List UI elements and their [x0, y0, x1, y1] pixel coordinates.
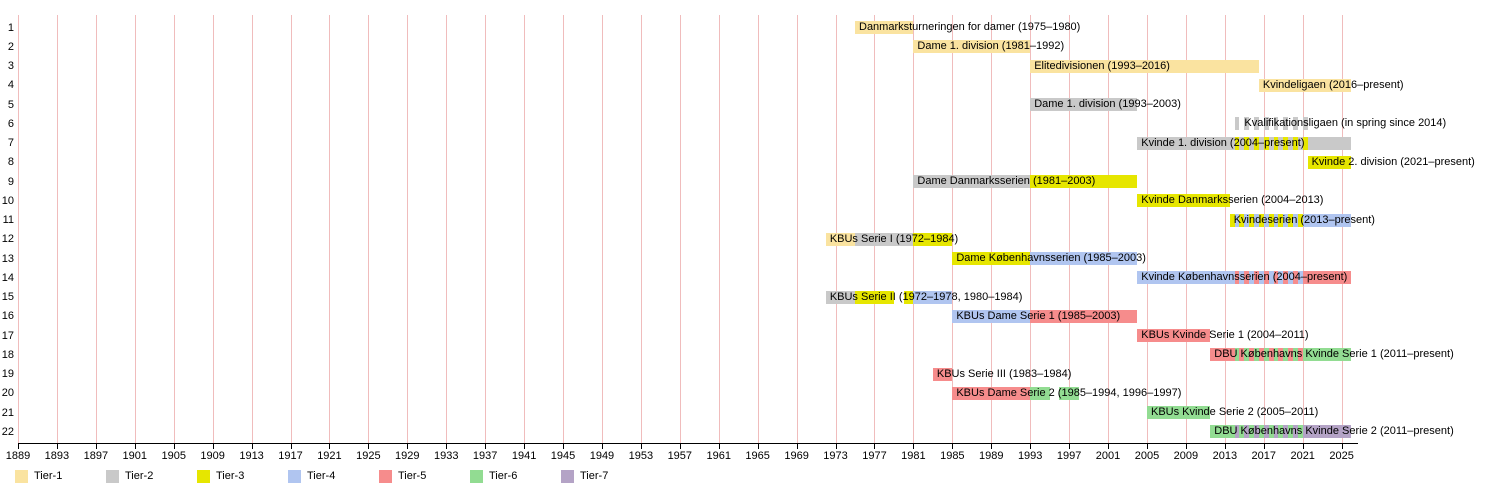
year-gridline: [1225, 15, 1226, 443]
x-axis-tick-label: 1893: [44, 450, 70, 462]
year-gridline: [485, 15, 486, 443]
timeline-bar-label: KBUs Dame Serie 2 (1985–1994, 1996–1997): [956, 386, 1182, 399]
timeline-bar-label: Elitedivisionen (1993–2016): [1034, 59, 1170, 72]
x-axis-tick-label: 1965: [745, 450, 770, 462]
timeline-bar-label: Kvinde Københavnsserien (2004–present): [1141, 271, 1348, 284]
x-axis-tick: [291, 443, 292, 449]
x-axis-tick-label: 1981: [901, 450, 926, 462]
legend-item: [197, 470, 277, 483]
legend-label: Tier-4: [307, 470, 336, 482]
legend-label: Tier-6: [489, 470, 518, 482]
year-gridline: [407, 15, 408, 443]
legend-item: [106, 470, 186, 483]
x-axis-tick-label: 1989: [979, 450, 1004, 462]
x-axis-tick-label: 1997: [1056, 450, 1082, 462]
x-axis-tick-label: 1973: [823, 450, 848, 462]
row-number: 20: [1, 387, 14, 400]
legend-swatch-tier1: [15, 470, 28, 483]
legend-label: Tier-3: [216, 470, 245, 482]
row-number: 19: [1, 368, 14, 380]
row-number: 11: [2, 214, 14, 226]
year-gridline: [602, 15, 603, 443]
year-gridline: [1186, 15, 1187, 443]
row-number: 12: [1, 233, 14, 246]
row-number: 13: [1, 252, 14, 265]
timeline-bar-label: KBUs Serie III (1983–1984): [936, 367, 1072, 380]
spring-season-segment: [1235, 117, 1240, 130]
timeline-bar-label: DBU Københavns Kvinde Serie 1 (2011–present): [1214, 348, 1454, 361]
year-gridline: [57, 15, 58, 443]
year-gridline: [797, 15, 798, 443]
row-number: 15: [1, 291, 14, 303]
year-gridline: [291, 15, 292, 443]
x-axis-tick-label: 2001: [1095, 450, 1121, 462]
row-number: 16: [1, 310, 14, 323]
x-axis-line: [18, 443, 1358, 444]
x-axis-tick: [563, 443, 564, 449]
x-axis-tick-label: 1889: [5, 450, 31, 462]
x-axis-tick: [797, 443, 798, 449]
row-number: 7: [7, 137, 14, 149]
row-number: 3: [7, 60, 14, 72]
x-axis-tick: [446, 443, 447, 449]
x-axis-tick-label: 1957: [667, 450, 693, 462]
timeline-bar-label: Kvindeligaen (2016–present): [1262, 78, 1404, 91]
x-axis-tick-label: 1993: [1017, 450, 1043, 462]
row-number: 14: [1, 271, 14, 284]
timeline-bar-label: KBUs Serie I (1972–1984): [829, 232, 959, 245]
timeline-bar-label: Kvindeserien (2013–present): [1233, 213, 1375, 226]
legend-label: Tier-1: [34, 470, 63, 482]
x-axis-tick: [602, 443, 603, 449]
x-axis-tick: [174, 443, 175, 449]
year-gridline: [446, 15, 447, 443]
x-axis-tick-label: 1897: [83, 450, 109, 462]
x-axis-tick: [1264, 443, 1265, 449]
x-axis-tick: [135, 443, 136, 449]
x-axis-tick-label: 1969: [784, 450, 809, 462]
row-number: 10: [1, 194, 14, 207]
row-number: 18: [1, 348, 14, 361]
timeline-bar-label: KBUs Serie II (1972–1978, 1980–1984): [829, 290, 1023, 303]
timeline-bar-label: Dame 1. division (1993–2003): [1034, 98, 1181, 110]
x-axis-tick-label: 1901: [122, 450, 148, 462]
legend-swatch-tier4: [288, 470, 301, 483]
x-axis-tick-label: 2009: [1173, 450, 1199, 462]
timeline-bar-label: KBUs Kvinde Serie 2 (2005–2011): [1150, 406, 1319, 418]
legend-swatch-tier5: [379, 470, 392, 483]
year-gridline: [680, 15, 681, 443]
x-axis-tick: [96, 443, 97, 449]
legend-item: [379, 470, 459, 483]
x-axis-tick: [1069, 443, 1070, 449]
x-axis-tick: [680, 443, 681, 449]
x-axis-tick-label: 1933: [433, 450, 459, 462]
legend-item: [470, 470, 550, 483]
x-axis-tick-label: 1905: [161, 450, 186, 462]
x-axis-tick: [1147, 443, 1148, 449]
legend-item: [288, 470, 368, 483]
year-gridline: [1108, 15, 1109, 443]
legend-label: Tier-7: [580, 470, 609, 482]
row-number: 22: [1, 425, 14, 438]
x-axis-tick: [485, 443, 486, 449]
legend-swatch-tier6: [470, 470, 483, 483]
year-gridline: [1147, 15, 1148, 443]
year-gridline: [719, 15, 720, 443]
year-gridline: [524, 15, 525, 443]
x-axis-tick-label: 1913: [239, 450, 264, 462]
x-axis-tick: [213, 443, 214, 449]
x-axis-tick: [57, 443, 58, 449]
legend-swatch-tier3: [197, 470, 210, 483]
x-axis-tick: [329, 443, 330, 449]
x-axis-tick-label: 2005: [1134, 450, 1160, 462]
x-axis-tick-label: 2021: [1290, 450, 1315, 462]
year-gridline: [913, 15, 914, 443]
timeline-bar-label: Kvinde 1. division (2004–present): [1141, 136, 1305, 149]
year-gridline: [174, 15, 175, 443]
timeline-bar-label: KBUs Kvinde Serie 1 (2004–2011): [1141, 329, 1309, 341]
year-gridline: [252, 15, 253, 443]
x-axis-tick: [407, 443, 408, 449]
x-axis-tick-label: 1949: [589, 450, 615, 462]
x-axis-tick: [368, 443, 369, 449]
timeline-bar-label: Dame 1. division (1981–1992): [917, 40, 1065, 53]
year-gridline: [96, 15, 97, 443]
x-axis-tick: [1108, 443, 1109, 449]
x-axis-tick-label: 1925: [356, 450, 381, 462]
row-number: 21: [1, 406, 14, 419]
legend-item: [561, 470, 641, 483]
x-axis-tick-label: 1977: [862, 450, 887, 462]
timeline-bar-label: Dame Danmarksserien (1981–2003): [917, 175, 1096, 187]
x-axis-tick: [836, 443, 837, 449]
x-axis-tick-label: 1909: [200, 450, 225, 462]
timeline-bar-label: Kvinde 2. division (2021–present): [1311, 155, 1475, 168]
legend-label: Tier-2: [125, 470, 154, 482]
timeline-bar-label: Dame Københavnsserien (1985–2003): [956, 252, 1146, 264]
year-gridline: [641, 15, 642, 443]
row-number: 2: [7, 40, 14, 53]
x-axis-tick: [719, 443, 720, 449]
x-axis-tick: [18, 443, 19, 449]
legend-label: Tier-5: [398, 470, 427, 482]
x-axis-tick: [1030, 443, 1031, 449]
x-axis-tick: [758, 443, 759, 449]
x-axis-tick: [874, 443, 875, 449]
timeline-bar-label: Kvalifikationsligaen (in spring since 2014): [1244, 117, 1447, 130]
x-axis-tick-label: 1941: [511, 450, 537, 462]
x-axis-tick-label: 1961: [706, 450, 731, 462]
x-axis-tick: [991, 443, 992, 449]
x-axis-tick: [252, 443, 253, 449]
legend-swatch-tier2: [106, 470, 119, 483]
x-axis-tick-label: 1917: [278, 450, 303, 462]
row-number: 1: [7, 21, 14, 34]
x-axis-tick-label: 2017: [1251, 450, 1277, 462]
row-number: 5: [7, 98, 14, 111]
year-gridline: [758, 15, 759, 443]
x-axis-tick: [952, 443, 953, 449]
timeline-bar-label: Danmarksturneringen for damer (1975–1980): [859, 21, 1081, 33]
row-number: 9: [7, 175, 14, 188]
legend-swatch-tier7: [561, 470, 574, 483]
row-number: 17: [1, 329, 14, 342]
row-number: 6: [7, 117, 14, 130]
row-number: 8: [7, 156, 14, 169]
x-axis-tick: [641, 443, 642, 449]
year-gridline: [368, 15, 369, 443]
row-number: 4: [7, 79, 14, 92]
x-axis-tick: [1225, 443, 1226, 449]
year-gridline: [329, 15, 330, 443]
x-axis-tick-label: 2025: [1329, 450, 1354, 462]
timeline-bar-label: KBUs Dame Serie 1 (1985–2003): [956, 309, 1121, 322]
legend-item: [15, 470, 95, 483]
x-axis-tick-label: 1953: [628, 450, 654, 462]
x-axis-tick-label: 1921: [317, 450, 342, 462]
x-axis-tick: [1342, 443, 1343, 449]
year-gridline: [213, 15, 214, 443]
year-gridline: [836, 15, 837, 443]
x-axis-tick-label: 1985: [940, 450, 965, 462]
year-gridline: [874, 15, 875, 443]
x-axis-tick-label: 1937: [472, 450, 498, 462]
year-gridline: [18, 15, 19, 443]
timeline-bar-label: Kvinde Danmarksserien (2004–2013): [1141, 194, 1324, 207]
x-axis-tick: [1303, 443, 1304, 449]
x-axis-tick: [524, 443, 525, 449]
x-axis-tick-label: 2013: [1212, 450, 1238, 462]
timeline-bar-label: DBU Københavns Kvinde Serie 2 (2011–present): [1214, 425, 1454, 438]
x-axis-tick-label: 1929: [395, 450, 420, 462]
year-gridline: [563, 15, 564, 443]
x-axis-tick: [1186, 443, 1187, 449]
x-axis-tick: [913, 443, 914, 449]
x-axis-tick-label: 1945: [550, 450, 576, 462]
year-gridline: [135, 15, 136, 443]
